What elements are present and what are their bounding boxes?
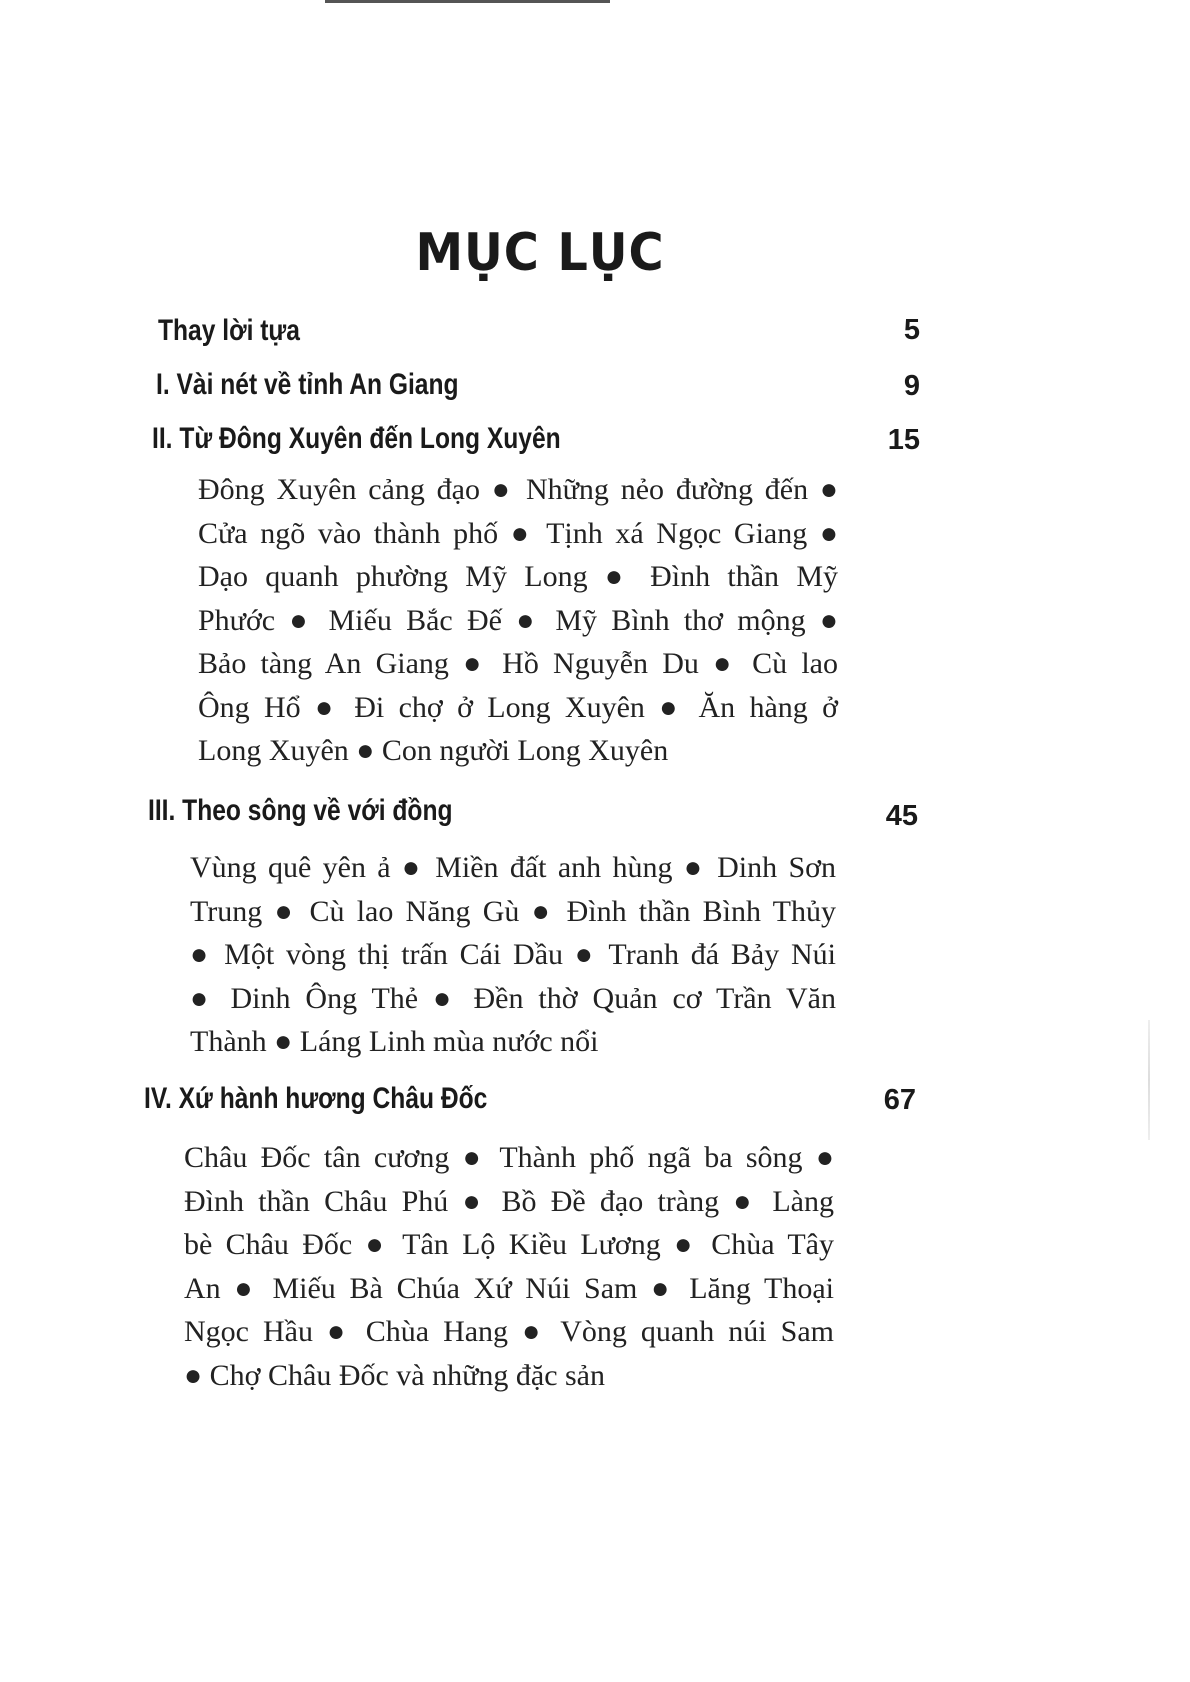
toc-entry-page: 15 [887, 424, 920, 456]
summary-line: bè Châu Đốc ● Tân Lộ Kiều Lương ● Chùa Tây [184, 1228, 834, 1261]
toc-entry-title[interactable]: IV. Xứ hành hương Châu Đốc [144, 1082, 488, 1115]
toc-entry-summary [198, 468, 838, 773]
toc-entry-title[interactable]: II. Từ Đông Xuyên đến Long Xuyên [152, 422, 561, 455]
summary-line: Đông Xuyên cảng đạo ● Những nẻo đường đến ● [198, 473, 838, 506]
summary-line: An ● Miếu Bà Chúa Xứ Núi Sam ● Lăng Thoại [184, 1271, 834, 1305]
toc-entry-title[interactable]: Thay lời tựa [158, 314, 300, 347]
toc-entry-page: 9 [903, 370, 920, 402]
summary-line: Thành ● Láng Linh mùa nước nổi [190, 1025, 599, 1058]
page-edge-shadow [1148, 1020, 1150, 1140]
toc-entry-summary [184, 1136, 834, 1397]
toc-entry-page: 5 [903, 314, 920, 346]
summary-line: Châu Đốc tân cương ● Thành phố ngã ba sông ● [184, 1141, 834, 1174]
summary-line: Dạo quanh phường Mỹ Long ● Đình thần Mỹ [198, 560, 838, 593]
toc-entry-title[interactable]: III. Theo sông về với đồng [148, 794, 453, 827]
summary-line: ● Chợ Châu Đốc và những đặc sản [184, 1358, 605, 1392]
page-title: MỤC LỤC [415, 222, 665, 283]
top-rule [325, 0, 610, 3]
summary-line: Trung ● Cù lao Năng Gù ● Đình thần Bình Thủy [190, 894, 836, 928]
summary-line: Bảo tàng An Giang ● Hồ Nguyễn Du ● Cù lao [198, 647, 838, 680]
toc-entry-page: 45 [885, 800, 918, 832]
summary-line: Vùng quê yên ả ● Miền đất anh hùng ● Dinh Sơn [190, 851, 836, 884]
summary-line: ● Dinh Ông Thẻ ● Đền thờ Quản cơ Trần Văn [190, 981, 836, 1015]
summary-line: Phước ● Miếu Bắc Đế ● Mỹ Bình thơ mộng ● [198, 603, 838, 637]
summary-line: Ngọc Hầu ● Chùa Hang ● Vòng quanh núi Sam [184, 1315, 834, 1348]
toc-entry-page: 67 [883, 1084, 916, 1116]
summary-line: Long Xuyên ● Con người Long Xuyên [198, 734, 669, 767]
summary-line: Ông Hổ ● Đi chợ ở Long Xuyên ● Ăn hàng ở [198, 690, 838, 724]
summary-line: Cửa ngõ vào thành phố ● Tịnh xá Ngọc Giang ● [198, 516, 838, 550]
summary-line: Đình thần Châu Phú ● Bồ Đề đạo tràng ● Làng [184, 1184, 834, 1218]
toc-entry-title[interactable]: I. Vài nét về tỉnh An Giang [156, 368, 459, 401]
summary-line: ● Một vòng thị trấn Cái Dầu ● Tranh đá Bảy Núi [190, 938, 836, 971]
toc-entry-summary [190, 846, 836, 1064]
